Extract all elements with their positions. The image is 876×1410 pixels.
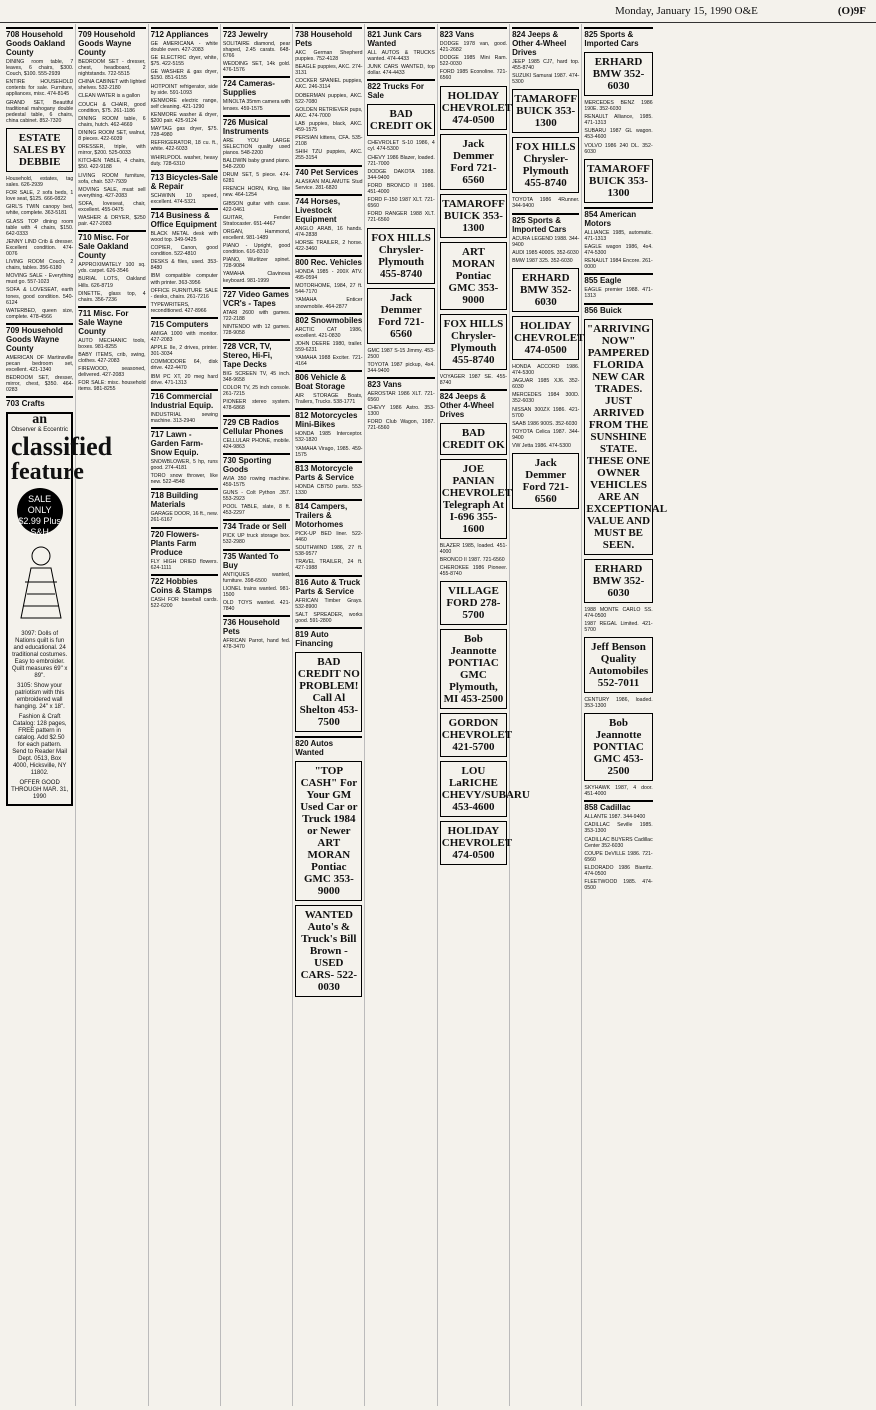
classified-columns xyxy=(4,24,872,1406)
classified-ad: VOYAGER 1987 SE. 455-8740 xyxy=(439,373,508,386)
section-heading: 713 Bicycles-Sale & Repair xyxy=(151,170,218,191)
section-heading: 711 Misc. For Sale Wayne County xyxy=(78,306,145,336)
classified-ad: SAAB 1986 900S. 352-6030 xyxy=(512,420,578,427)
classified-ad: DINING ROOM SET, walnut, 8 pieces. 422-6039 xyxy=(78,129,146,143)
display-ad: FOX HILLS Chrysler-Plymouth 455-8740 xyxy=(512,137,579,193)
section-heading: 712 Appliances xyxy=(151,27,218,39)
classified-ad: SNOWBLOWER, 5 hp, runs good. 274-4181 xyxy=(150,458,218,472)
classified-ad: SKYHAWK 1987, 4 door. 451-4000 xyxy=(584,785,653,798)
section-heading: 717 Lawn - Garden Farm-Snow Equip. xyxy=(151,427,218,457)
section-heading: 823 Vans xyxy=(367,377,434,389)
section-heading: 738 Household Pets xyxy=(295,27,362,48)
classified-ad: FORD Club Wagon, 1987. 721-6560 xyxy=(367,419,435,432)
section-heading: 821 Junk Cars Wanted xyxy=(367,27,434,48)
classified-ad: ALL AUTOS & TRUCKS wanted. 474-4433 xyxy=(367,50,435,63)
classified-ad: BMW 1987 325. 352-6030 xyxy=(512,257,573,264)
column-2 xyxy=(76,24,148,1406)
classified-ad: JAGUAR 1985 XJ6. 352-6030 xyxy=(512,378,580,391)
classified-ad: PIANO - Upright, good condition. 616-8310 xyxy=(222,243,291,256)
classified-ad: ANTIQUES wanted, furniture. 398-6500 xyxy=(222,571,291,584)
classified-ad: GLASS TOP dining room table with 4 chairs, $150. 642-0333 xyxy=(6,218,74,237)
classified-ad: WATERBED, queen size, complete. 478-4566 xyxy=(6,307,74,320)
classified-ad: YAMAHA Enticer snowmobile. 464-2877 xyxy=(295,297,363,310)
section-heading: 729 CB Radios Cellular Phones xyxy=(223,415,290,436)
display-ad: ERHARD BMW 352-6030 xyxy=(584,52,652,96)
classified-ad: FORD 1985 Econoline. 721-6560 xyxy=(439,69,508,82)
classified-ad: HOTPOINT refrigerator, side by side. 591-1093 xyxy=(150,83,218,96)
column-8 xyxy=(510,24,585,1406)
classified-ad: MERCEDES BENZ 1986 190E. 352-6030 xyxy=(584,100,653,113)
section-heading: 716 Commercial Industrial Equip. xyxy=(151,389,218,410)
section-heading: 744 Horses, Livestock Equipment xyxy=(295,194,362,224)
classified-ad: COUPE DeVILLE 1986. 721-6560 xyxy=(584,850,653,863)
section-heading: 703 Crafts xyxy=(6,396,73,408)
classified-ad: SUBARU 1987 GL wagon. 453-4600 xyxy=(584,128,653,141)
classified-ad: SOFA, loveseat, chair, excellent. 455-0475 xyxy=(78,200,146,213)
classified-ad: CELLULAR PHONE, mobile. 424-9863 xyxy=(222,437,291,450)
classified-ad: CASH FOR baseball cards. 522-6200 xyxy=(150,596,218,609)
section-heading: 812 Motorcycles Mini-Bikes xyxy=(295,408,362,429)
classified-ad: KITCHEN TABLE, 4 chairs, $50. 422-9188 xyxy=(78,158,146,171)
classified-ad: DODGE 1978 van, good. 421-2682 xyxy=(439,41,508,54)
classified-ad: FIREWOOD, seasoned, delivered. 427-2083 xyxy=(78,366,146,379)
section-heading: 819 Auto Financing xyxy=(295,627,362,648)
classified-ad: GMC 1987 S-15 Jimmy. 453-2500 xyxy=(367,347,435,360)
classified-ad: DRESSER, triple, with mirror, $200. 525-0033 xyxy=(78,144,146,157)
classified-ad: ARE YOU LARGE SELECTION quality used pianos. 548-2200 xyxy=(222,137,291,156)
classified-ad: ENTIRE HOUSEHOLD contents for sale. Furniture, appliances, misc. 474-8145 xyxy=(6,79,74,98)
classified-ad: APPROXIMATELY 100 sq. yds. carpet. 626-3546 xyxy=(78,262,146,275)
classified-ad: ANGLO ARAB, 16 hands. 474-2838 xyxy=(295,225,363,238)
classified-ad: JUNK CARS WANTED, top dollar. 474-4433 xyxy=(367,64,435,77)
section-heading: 728 VCR, TV, Stereo, Hi-Fi, Tape Decks xyxy=(223,339,290,369)
classified-ad: EAGLE wagon 1986, 4x4. 474-5300 xyxy=(584,243,653,257)
classified-ad: POOL TABLE, slate, 8 ft. 453-2297 xyxy=(222,504,291,517)
classified-ad: 1987 REGAL Limited. 421-5700 xyxy=(584,620,653,633)
classified-ad: CHEROKEE 1986 Pioneer. 455-8740 xyxy=(439,565,508,578)
classified-ad: TOYOTA Celica 1987. 344-9400 xyxy=(512,428,580,441)
classified-ad: WEDDING SET, 14k gold. 476-1576 xyxy=(222,61,291,74)
order-info: Fashion & Craft Catalog: 128 pages, FREE pattern in catalog. Add $2.50 for each pattern. Send to Reader Mail Dept. 0513, Box 4000, Hicksville, NY 11802. xyxy=(12,713,67,776)
section-heading: 734 Trade or Sell xyxy=(223,519,290,531)
classified-ad: GIRL'S TWIN canopy bed, white, complete. 363-5181 xyxy=(6,204,74,217)
classified-ad: ALASKAN MALAMUTE Stud Service. 281-6820 xyxy=(295,178,363,191)
section-heading: 856 Buick xyxy=(584,303,652,315)
classified-ad: DINETTE, glass top, 4 chairs. 356-7236 xyxy=(78,290,146,303)
section-heading: 858 Cadillac xyxy=(584,800,652,812)
section-heading: 825 Sports & Imported Cars xyxy=(584,27,652,48)
classified-ad: CHEVY 1986 Astro. 353-1300 xyxy=(367,405,435,418)
classified-ad: AFRICAN Parrot, hand fed. 478-3470 xyxy=(222,638,291,651)
classified-ad: GE ELECTRIC dryer, white, $75. 422-5155 xyxy=(150,55,218,68)
section-heading: 722 Hobbies Coins & Stamps xyxy=(151,574,218,595)
classified-ad: COMMODORE 64, disk drive. 422-4470 xyxy=(150,359,218,372)
classified-ad: SOLITAIRE diamond, pear shaped, 2.45 carats. 648-6766 xyxy=(222,41,291,60)
classified-ad: FRENCH HORN, King, like new. 464-1254 xyxy=(222,186,291,199)
display-ad: FOX HILLS Chrysler-Plymouth 455-8740 xyxy=(440,314,507,370)
page-code: (O)9F xyxy=(837,5,866,17)
display-ad: BAD CREDIT NO PROBLEM! Call Al Shelton 453-7500 xyxy=(295,652,362,732)
section-heading: 730 Sporting Goods xyxy=(223,453,290,474)
classified-ad: MAYTAG gas dryer, $75. 728-4980 xyxy=(150,126,218,139)
section-heading: 735 Wanted To Buy xyxy=(223,549,290,570)
classified-ad: AMIGA 1000 with monitor. 427-2083 xyxy=(150,331,218,344)
classified-ad: OFFICE FURNITURE SALE - desks, chairs. 261-7216 xyxy=(150,287,218,300)
column-6 xyxy=(365,24,437,1406)
classified-ad: FORD BRONCO II 1986. 451-4000 xyxy=(367,182,435,196)
classified-ad: CENTURY 1986, loaded. 353-1300 xyxy=(584,696,653,709)
display-ad: LOU LaRICHE CHEVY/SUBARU 453-4600 xyxy=(440,761,507,817)
classified-ad: TOYOTA 1987 pickup, 4x4. 344-9400 xyxy=(367,361,435,374)
classified-ad: LIVING ROOM Couch, 2 chairs, tables. 356-6180 xyxy=(6,259,74,272)
classified-ad: IBM PC XT, 20 meg hard drive. 471-1313 xyxy=(150,373,218,386)
classified-ad: BLAZER 1985, loaded. 451-4000 xyxy=(439,542,508,555)
display-ad: TAMAROFF BUICK 353-1300 xyxy=(512,89,579,133)
classified-ad: OLD TOYS wanted. 421-7840 xyxy=(222,599,291,612)
section-heading: 813 Motorcycle Parts & Service xyxy=(295,461,362,482)
classified-ad: AUTO MECHANIC tools, boxes. 981-8255 xyxy=(78,337,146,350)
feature-title: feature xyxy=(11,458,84,485)
classified-ad: SCHWINN 10 speed, excellent. 474-5321 xyxy=(150,192,218,205)
classified-ad: FORD F-150 1987 XLT. 721-6560 xyxy=(367,197,435,210)
classified-ad: BLACK METAL desk with wood top. 349-9425 xyxy=(150,230,218,243)
section-heading: 715 Computers xyxy=(151,317,218,329)
section-heading: 854 American Motors xyxy=(584,207,652,228)
classified-ad: APPLE IIe, 2 drives, printer. 301-3034 xyxy=(150,345,218,358)
section-heading: 822 Trucks For Sale xyxy=(367,79,434,100)
section-heading: 708 Household Goods Oakland County xyxy=(6,27,73,57)
classified-ad: DINING room table, 7 leaves, 6 chairs, $300. Couch, $100. 555-2939 xyxy=(6,59,74,78)
classified-ad: ACURA LEGEND 1988. 344-9400 xyxy=(512,235,580,248)
column-5 xyxy=(293,24,365,1406)
feature-classified: classified xyxy=(11,431,113,461)
classified-ad: ALLANTE 1987. 344-9400 xyxy=(584,814,646,821)
classified-ad: VW Jetta 1986. 474-5300 xyxy=(512,442,571,449)
classified-ad: TOYOTA 1986 4Runner. 344-9400 xyxy=(512,197,580,210)
classified-ad: PICK-UP BED liner. 522-4460 xyxy=(295,530,363,544)
classified-ad: HONDA CB750 parts. 553-1330 xyxy=(295,483,363,496)
display-ad: BAD CREDIT OK xyxy=(367,104,434,136)
section-heading: 823 Vans xyxy=(440,27,507,39)
classified-ad: GUNS - Colt Python .357. 553-2923 xyxy=(222,489,291,503)
classified-ad: HORSE TRAILER, 2 horse. 422-3460 xyxy=(295,239,363,252)
display-ad: ART MORAN Pontiac GMC 353-9000 xyxy=(440,242,507,310)
classified-ad: AEROSTAR 1986 XLT. 721-6560 xyxy=(367,390,435,403)
classified-ad: KENMORE washer & dryer, $200 pair. 425-9124 xyxy=(150,111,218,125)
display-ad: Bob Jeannotte PONTIAC GMC Plymouth, MI 453-2500 xyxy=(440,629,507,709)
section-heading: 723 Jewelry xyxy=(223,27,290,39)
classified-ad: RENAULT 1984 Encore. 261-0000 xyxy=(584,258,653,271)
classified-ad: ELDORADO 1986 Biarritz. 474-0500 xyxy=(584,864,653,877)
section-heading: 816 Auto & Truck Parts & Service xyxy=(295,575,362,596)
classified-ad: BABY ITEMS, crib, swing, clothes. 427-2083 xyxy=(78,352,146,365)
column-9 xyxy=(582,24,668,1406)
classified-ad: YAMAHA 1988 Exciter. 721-4164 xyxy=(295,355,363,368)
classified-ad: CADILLAC Seville 1985. 353-1300 xyxy=(584,822,653,835)
sale-badge: SALE ONLY $2.99 Plus S&H xyxy=(17,488,63,534)
display-ad: HOLIDAY CHEVROLET 474-0500 xyxy=(512,316,579,360)
classified-ad: ATARI 2600 with games. 722-2188 xyxy=(222,309,291,322)
classified-ad: ARCTIC CAT 1986, excellent. 421-0830 xyxy=(295,326,363,339)
classified-ad: CHEVY 1986 Blazer, loaded. 721-7000 xyxy=(367,154,435,167)
column-4 xyxy=(221,24,293,1406)
classified-ad: PICK UP truck storage box. 532-2980 xyxy=(222,533,291,546)
classified-ad: MERCEDES 1984 300D. 352-6030 xyxy=(512,392,580,405)
classified-ad: MOTORHOME, 1984, 27 ft. 544-7170 xyxy=(295,283,363,296)
display-ad: "ARRIVING NOW" PAMPERED FLORIDA NEW CAR TRADES. JUST ARRIVED FROM THE SUNSHINE STATE. THESE ONE OWNER VEHICLES ARE AN EXCEPTIONAL VALUE AND MUST BE SEEN. xyxy=(584,319,652,555)
display-ad: VILLAGE FORD 278-5700 xyxy=(440,581,507,625)
section-heading: 724 Cameras-Supplies xyxy=(223,76,290,97)
classified-ad: BEDROOM SET - dresser, chest, headboard, 2 nightstands. 722-5515 xyxy=(78,59,146,78)
section-heading: 709 Household Goods Wayne County xyxy=(6,323,73,353)
classified-ad: FORD RANGER 1988 XLT. 721-6560 xyxy=(367,211,435,224)
classified-ad: HONDA 1985 - 200X ATV. 495-0594 xyxy=(295,269,363,282)
classified-ad: IBM compatible computer with printer. 363-3956 xyxy=(150,273,218,286)
display-ad: ERHARD BMW 352-6030 xyxy=(584,559,652,603)
classified-ad: LAB puppies, black, AKC. 459-1575 xyxy=(295,120,363,134)
classified-ad: REFRIGERATOR, 18 cu. ft., white. 422-6033 xyxy=(150,140,218,153)
offer-date: OFFER GOOD THROUGH MAR. 31, 1990 xyxy=(11,779,69,800)
classified-ad: DODGE 1985 Mini Ram. 522-0030 xyxy=(439,55,508,68)
classified-ad: AMERICAN OF Martinsville pecan bedroom set, excellent. 421-1340 xyxy=(6,354,74,374)
classified-ad: SUZUKI Samurai 1987. 474-5300 xyxy=(512,73,580,86)
classified-ad: GIBSON guitar with case. 422-0461 xyxy=(222,200,291,213)
classified-ad: MOVING SALE, must sell everything. 427-2083 xyxy=(78,186,146,199)
display-ad: JOE PANIAN CHEVROLET Telegraph At I-696 355-1600 xyxy=(440,459,507,539)
classified-ad: DRUM SET, 5 piece. 474-6281 xyxy=(222,172,291,185)
classified-ad: SHIH TZU puppies, AKC. 255-3154 xyxy=(295,149,363,162)
classified-ad: TRAVEL TRAILER, 24 ft. 427-1988 xyxy=(295,559,363,572)
classified-ad: CHEVROLET S-10 1986, 4 cyl. 474-5300 xyxy=(367,140,435,153)
classified-ad: CADILLAC BUYERS Cadillac Center 352-6030 xyxy=(584,836,653,849)
classified-ad: SOUTHWIND 1986, 27 ft. 538-9577 xyxy=(295,545,363,558)
classified-ad: CLEAN WATER is a gallon xyxy=(78,93,140,100)
classified-ad: JEEP 1985 CJ7, hard top. 455-8740 xyxy=(512,59,580,72)
classified-ad: YAMAHA Virago, 1985. 459-1575 xyxy=(295,445,363,458)
classified-ad: GOLDEN RETRIEVER pups, AKC. 474-7000 xyxy=(295,106,363,119)
classified-ad: KENMORE electric range, self cleaning. 421-1290 xyxy=(150,97,218,110)
classified-ad: VOLVO 1986 240 DL. 352-6030 xyxy=(584,142,653,155)
classified-ad: DINING ROOM table, 6 chairs, hutch. 462-4669 xyxy=(78,115,146,128)
classified-ad: BALDWIN baby grand piano. 548-2200 xyxy=(222,157,291,171)
classified-ad: GRAND SET, Beautiful traditional mahogany double pedestal table, 6 chairs, china cabinet. 852-7320 xyxy=(6,99,74,124)
classified-ad: GUITAR, Fender Stratocaster. 651-4467 xyxy=(222,214,291,227)
section-heading: 802 Snowmobiles xyxy=(295,313,362,325)
classified-ad: AUDI 1985 4000S. 352-6030 xyxy=(512,249,579,256)
classified-ad: COCKER SPANIEL puppies, AKC. 246-3114 xyxy=(295,78,363,91)
section-heading: 814 Campers, Trailers & Motorhomes xyxy=(295,499,362,529)
classified-ad: BRONCO II 1987. 721-6560 xyxy=(439,556,505,563)
section-heading: 825 Sports & Imported Cars xyxy=(512,213,579,234)
section-heading: 806 Vehicle & Boat Storage xyxy=(295,370,362,391)
classified-ad: COUCH & CHAIR, good condition, $75. 261-1186 xyxy=(78,101,146,114)
classified-ad: COLOR TV, 25 inch console. 261-7215 xyxy=(222,385,291,398)
classified-ad: DESKS & files, used. 353-8480 xyxy=(150,259,218,272)
classified-ad: NINTENDO with 12 games. 728-9058 xyxy=(222,323,291,336)
classified-feature-box xyxy=(6,412,113,805)
display-ad: Jeff Benson Quality Automobiles 552-7011 xyxy=(584,637,652,693)
classified-ad: LIVING ROOM furniture, sofa, chair. 537-7939 xyxy=(78,172,146,185)
classified-ad: GE AMERICANA - white double oven. 427-2083 xyxy=(150,41,218,54)
display-ad: TAMAROFF BUICK 353-1300 xyxy=(584,159,652,203)
classified-ad: ORGAN, Hammond, excellent. 981-1489 xyxy=(222,228,291,241)
classified-ad: FOR SALE, 2 sofa beds, 1 love seat, $125. 666-0822 xyxy=(6,190,74,203)
section-heading: 740 Pet Services xyxy=(295,165,362,177)
classified-ad: TYPEWRITERS, reconditioned. 427-8966 xyxy=(150,301,207,314)
classified-ad: BEAGLE puppies, AKC. 274-3131 xyxy=(295,64,363,77)
display-ad: ESTATE SALES BY DEBBIE xyxy=(6,128,73,172)
section-heading: 720 Flowers-Plants Farm Produce xyxy=(151,527,218,557)
classified-ad: HONDA ACCORD 1986. 474-5300 xyxy=(512,363,580,377)
display-ad: Jack Demmer Ford 721-6560 xyxy=(512,453,579,509)
classified-ad: AIR STORAGE Boats, Trailers, Trucks. 538-1771 xyxy=(295,393,363,406)
classified-ad: MOVING SALE - Everything must go. 557-1023 xyxy=(6,273,74,286)
display-ad: "TOP CASH" For Your GM Used Car or Truck 1984 or Newer ART MORAN Pontiac GMC 353-9000 xyxy=(295,761,362,901)
classified-ad: PERSIAN kittens, CFA. 535-2108 xyxy=(295,135,363,148)
section-heading: 855 Eagle xyxy=(584,273,652,285)
classified-ad: LIONEL trains wanted. 981-1500 xyxy=(222,585,291,598)
section-heading: 820 Autos Wanted xyxy=(295,736,362,757)
column-7 xyxy=(438,24,530,1406)
doll-illustration xyxy=(11,542,71,622)
classified-ad: JENNY LIND Crib & dresser. Excellent condition. 474-0076 xyxy=(6,238,74,257)
classified-ad: AVIA 350 rowing machine. 459-1575 xyxy=(222,475,291,488)
doll-caption: 3097: Dolls of Nations quilt is fun and educational. 24 traditional costumes. Easy to embroider. Quilt measures 69" x 89". xyxy=(11,630,68,679)
classified-ad: GE WASHER & gas dryer, $150. 851-6155 xyxy=(150,69,218,82)
classified-ad: FOR SALE: misc. household items. 981-8255 xyxy=(78,380,146,393)
display-ad: Jack Demmer Ford 721-6560 xyxy=(440,134,507,190)
classified-ad: BEDROOM SET, dresser, mirror, chest, $350. 464-0283 xyxy=(6,375,74,394)
section-heading: 709 Household Goods Wayne County xyxy=(78,27,145,57)
classified-ad: WASHER & DRYER, $250 pair. 427-2083 xyxy=(78,215,146,228)
section-heading: 824 Jeeps & Other 4-Wheel Drives xyxy=(440,389,507,419)
classified-ad: JOHN DEERE 1980, trailer. 559-6231 xyxy=(295,340,363,353)
classified-ad: PIANO, Wurlitzer spinet. 728-9084 xyxy=(222,257,291,270)
display-ad: BAD CREDIT OK xyxy=(440,423,507,455)
display-ad: TAMAROFF BUICK 353-1300 xyxy=(440,194,507,238)
classified-ad: GARAGE DOOR, 16 ft., new. 261-6167 xyxy=(150,511,218,524)
classified-ad: AKC German Shepherd puppies. 752-4128 xyxy=(295,50,363,63)
classified-ad: TORO snow thrower, like new. 522-4548 xyxy=(150,473,218,486)
classified-ad: SOFA & LOVESEAT, earth tones, good condition. 540-6124 xyxy=(6,287,74,306)
section-heading: 726 Musical Instruments xyxy=(223,115,290,136)
classified-ad: 1988 MONTE CARLO SS. 474-0500 xyxy=(584,606,653,619)
section-heading: 800 Rec. Vehicles xyxy=(295,255,362,267)
display-ad: HOLIDAY CHEVROLET 474-0500 xyxy=(440,821,507,865)
section-heading: 736 Household Pets xyxy=(223,615,290,636)
section-heading: 714 Business & Office Equipment xyxy=(151,208,218,229)
classified-ad: HONDA 1985 Interceptor. 532-1820 xyxy=(295,431,363,444)
classified-ad: SALT SPREADER, works good. 591-2800 xyxy=(295,611,363,624)
classified-ad: AFRICAN Timber Grays. 532-8900 xyxy=(295,597,363,610)
classified-ad: RENAULT Alliance, 1985. 471-1313 xyxy=(584,114,653,127)
section-heading: 710 Misc. For Sale Oakland County xyxy=(78,230,145,260)
classified-ad: WHIRLPOOL washer, heavy duty. 728-6310 xyxy=(150,154,218,167)
classified-ad: FLY HIGH DRIED flowers. 624-1111 xyxy=(150,558,218,571)
display-ad: Jack Demmer Ford 721-6560 xyxy=(367,288,434,344)
section-heading: 727 Video Games VCR's - Tapes xyxy=(223,287,290,308)
classified-ad: ALLIANCE 1985, automatic. 471-1313 xyxy=(584,229,653,242)
classified-ad: DOBERMAN puppies, AKC. 522-7080 xyxy=(295,92,363,105)
classified-ad: BURIAL LOTS, Oakland Hills. 626-8719 xyxy=(78,276,146,289)
classified-ad: PIONEER stereo system. 478-6868 xyxy=(222,399,291,412)
classified-ad: EAGLE premier 1988. 471-1313 xyxy=(584,287,653,300)
page-date: Monday, January 15, 1990 O&E xyxy=(615,5,758,17)
classified-ad: CHINA CABINET with lighted shelves. 532-2180 xyxy=(78,79,146,92)
feature-publisher: Observer & Eccentric xyxy=(11,426,68,433)
classified-ad: YAMAHA Clavinova keyboard. 981-1999 xyxy=(222,271,291,284)
column-3 xyxy=(149,24,221,1406)
section-heading: 718 Building Materials xyxy=(151,488,218,509)
size-caption: 3105: Show your patriotism with this embroidered wall hanging. 24" x 18". xyxy=(14,682,65,710)
classified-ad: NISSAN 300ZX 1986. 421-5700 xyxy=(512,406,580,419)
page-header xyxy=(0,0,876,23)
classified-ad: INDUSTRIAL sewing machine. 313-2940 xyxy=(150,411,218,424)
section-heading: 824 Jeeps & Other 4-Wheel Drives xyxy=(512,27,579,57)
display-ad: Bob Jeannotte PONTIAC GMC 453-2500 xyxy=(584,713,652,781)
classified-ad: FLEETWOOD 1985. 474-0500 xyxy=(584,879,653,892)
display-ad: HOLIDAY CHEVROLET 474-0500 xyxy=(440,86,507,130)
classified-ad: BIG SCREEN TV, 45 inch. 348-9658 xyxy=(222,371,291,384)
display-ad: FOX HILLS Chrysler-Plymouth 455-8740 xyxy=(367,228,434,284)
display-ad: ERHARD BMW 352-6030 xyxy=(512,268,579,312)
classified-ad: COPIER, Canon, good condition. 522-4810 xyxy=(150,245,218,258)
classified-ad: MINOLTA 35mm camera with lenses. 459-1575 xyxy=(222,99,291,112)
display-ad: WANTED Auto's & Truck's Bill Brown -USED CARS- 522-0030 xyxy=(295,905,362,997)
display-ad: GORDON CHEVROLET 421-5700 xyxy=(440,713,507,757)
classified-ad: DODGE DAKOTA 1988. 344-9400 xyxy=(367,168,435,181)
feature-an: an xyxy=(32,412,48,428)
classified-ad: Household, estates, tag sales. 626-2939 xyxy=(6,175,74,189)
